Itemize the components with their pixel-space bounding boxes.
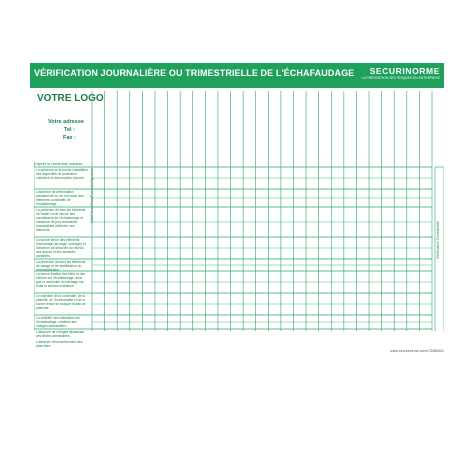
checklist-intro: D'après la check-liste suivante : — [34, 162, 85, 166]
checklist-item: La présence de tous les éléments de l'autel ou de l'ancre des constituants de l'échafaudage et l'absence de jeux désirables susceptibles d'affecter ces éléments. — [36, 208, 86, 232]
address-label: Votre adresse — [48, 119, 84, 125]
title-banner — [30, 63, 444, 88]
checklist-item: L'absence de déformation permanente ou de corrosion des éléments constitutifs de l'échafaudage. — [36, 190, 84, 206]
brand-tagline: LA PRÉVENTION DES RISQUES EN ENTREPRISE — [361, 76, 440, 80]
logo-placeholder: VOTRE LOGO — [37, 93, 104, 104]
columns-header-text: Date/Heure/Nom/Fonction/Signature — [90, 168, 94, 223]
verification-sheet — [30, 63, 444, 348]
checklist-item: La présence et la bonne installation des dispositifs de protection collective et des moyens d'accès. — [36, 168, 88, 180]
checklist-item: La visibilité des indications sur l'échafaudage, relatives aux charges admissibles. — [36, 316, 81, 328]
columns-header — [88, 91, 96, 223]
brand-logo — [362, 66, 440, 80]
checklist-item: Le maintien de la continuité, de la planéité, de l'horizontalité et de la bonne tenue de chaque niveau de plancher. — [36, 294, 86, 310]
phone-label: Tel : — [64, 127, 75, 133]
checklist-item: La bonne fixation des filets et des bâches sur l'échafaudage, ainsi que la continuité du bâchage sur toute la surface extérieure. — [36, 272, 85, 288]
checklist-item: La présence de tous les éléments de calage et de stabilisation ou d'immobilisation. — [36, 260, 86, 272]
quarterly-check-label: Vérification Trimestrielle — [436, 220, 440, 259]
brand-name: SECURINORME — [369, 66, 440, 76]
checklist-item: L'absence de charges dépassant ces limites admissibles. — [36, 330, 85, 338]
fax-label: Fax : — [63, 135, 76, 141]
footer-reference: www.securinorme.com/C3380001 — [390, 349, 444, 353]
checklist-item: La bonne tenue des éléments d'amarrage (ancrage, vérinage) et l'absence de désordre au niveau des appuis et des surfaces portantes. — [36, 238, 86, 258]
sheet-title: VÉRIFICATION JOURNALIÈRE OU TRIMESTRIELLE DE L'ÉCHAFAUDAGE — [34, 68, 355, 78]
checklist-item: L'absence d'encombrement des planchers. — [36, 340, 83, 348]
